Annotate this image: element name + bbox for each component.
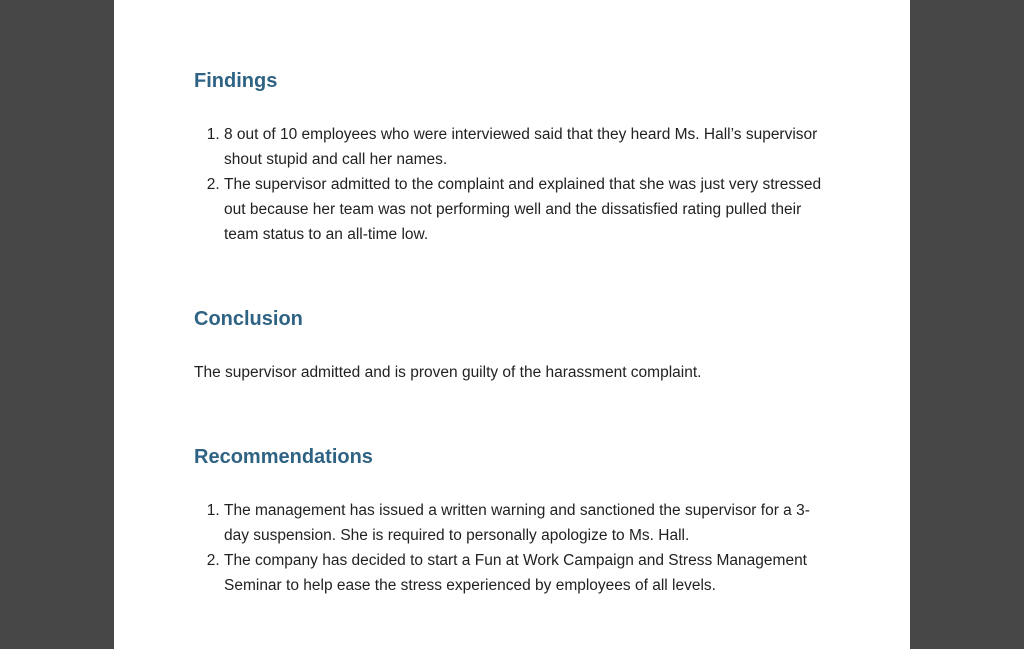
list-item: 2. The supervisor admitted to the complaint and explained that she was just very stressed out because her team was not performing well and the dissatisfied rating pulled their team status to an all-time low. bbox=[224, 172, 828, 247]
findings-list bbox=[194, 122, 828, 247]
list-item: 1. 8 out of 10 employees who were interviewed said that they heard Ms. Hall’s supervisor shout stupid and call her names. bbox=[224, 122, 828, 172]
conclusion-text: The supervisor admitted and is proven guilty of the harassment complaint. bbox=[194, 364, 702, 381]
conclusion-heading: Conclusion bbox=[194, 308, 303, 330]
list-item: 1. The management has issued a written warning and sanctioned the supervisor for a 3-day suspension. She is required to personally apologize to Ms. Hall. bbox=[224, 498, 830, 548]
document-page bbox=[114, 0, 910, 649]
findings-heading: Findings bbox=[194, 70, 278, 92]
list-item: 2. The company has decided to start a Fun at Work Campaign and Stress Management Seminar to help ease the stress experienced by employees of all levels. bbox=[224, 548, 830, 598]
recommendations-list bbox=[194, 498, 830, 598]
recommendations-heading: Recommendations bbox=[194, 446, 373, 468]
